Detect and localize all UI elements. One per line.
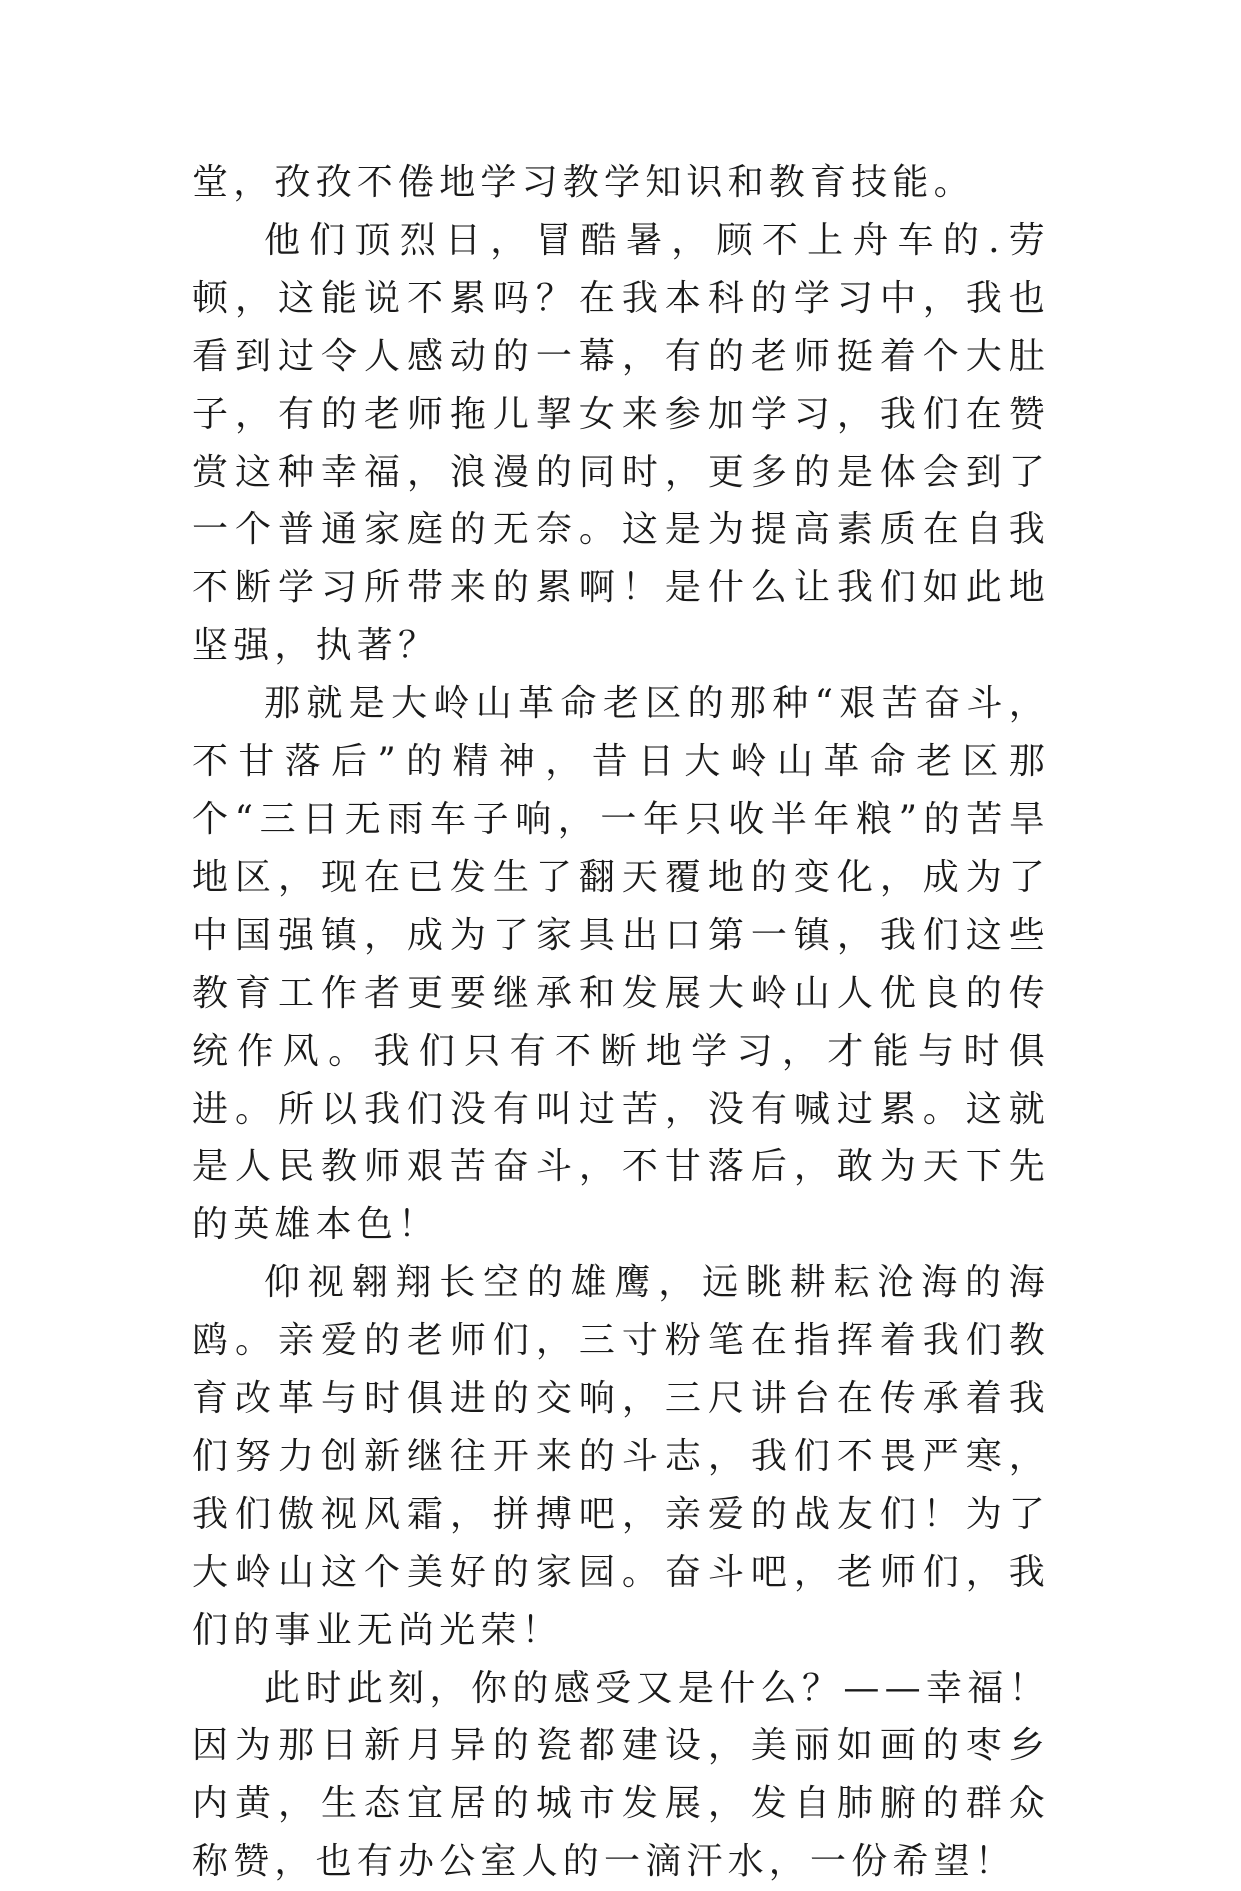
paragraph-1: 堂，孜孜不倦地学习教学知识和教育技能。 (192, 162, 975, 203)
body-text (192, 154, 1050, 1891)
paragraph-2: 他们顶烈日，冒酷暑，顾不上舟车的.劳顿，这能说不累吗？在我本科的学习中，我也看到过令人感动的一幕，有的老师挺着个大肚子，有的老师拖儿挈女来参加学习，我们在赞赏这种幸福，浪漫的同时，更多的是体会到了一个普通家庭的无奈。这是为提高素质在自我不断学习所带来的累啊！是什么让我们如此地坚强，执著？ (192, 219, 1050, 667)
paragraph-5: 此时此刻，你的感受又是什么？——幸福！因为那日新月异的瓷都建设，美丽如画的枣乡内黄，生态宜居的城市发展，发自肺腑的群众称赞，也有办公室人的一滴汗水，一份希望！ (192, 1667, 1050, 1883)
paragraph-3: 那就是大岭山革命老区的那种“艰苦奋斗，不甘落后”的精神，昔日大岭山革命老区那个“三日无雨车子响，一年只收半年粮”的苦旱地区，现在已发生了翻天覆地的变化，成为了中国强镇，成为了家具出口第一镇，我们这些教育工作者更要继承和发展大岭山人优良的传统作风。我们只有不断地学习，才能与时俱进。所以我们没有叫过苦，没有喊过累。这就是人民教师艰苦奋斗，不甘落后，敢为天下先的英雄本色！ (192, 683, 1050, 1246)
paragraph-4: 仰视翱翔长空的雄鹰，远眺耕耘沧海的海鸥。亲爱的老师们，三寸粉笔在指挥着我们教育改革与时俱进的交响，三尺讲台在传承着我们努力创新继往开来的斗志，我们不畏严寒，我们傲视风霜，拼搏吧，亲爱的战友们！为了大岭山这个美好的家园。奋斗吧，老师们，我们的事业无尚光荣！ (192, 1262, 1050, 1651)
